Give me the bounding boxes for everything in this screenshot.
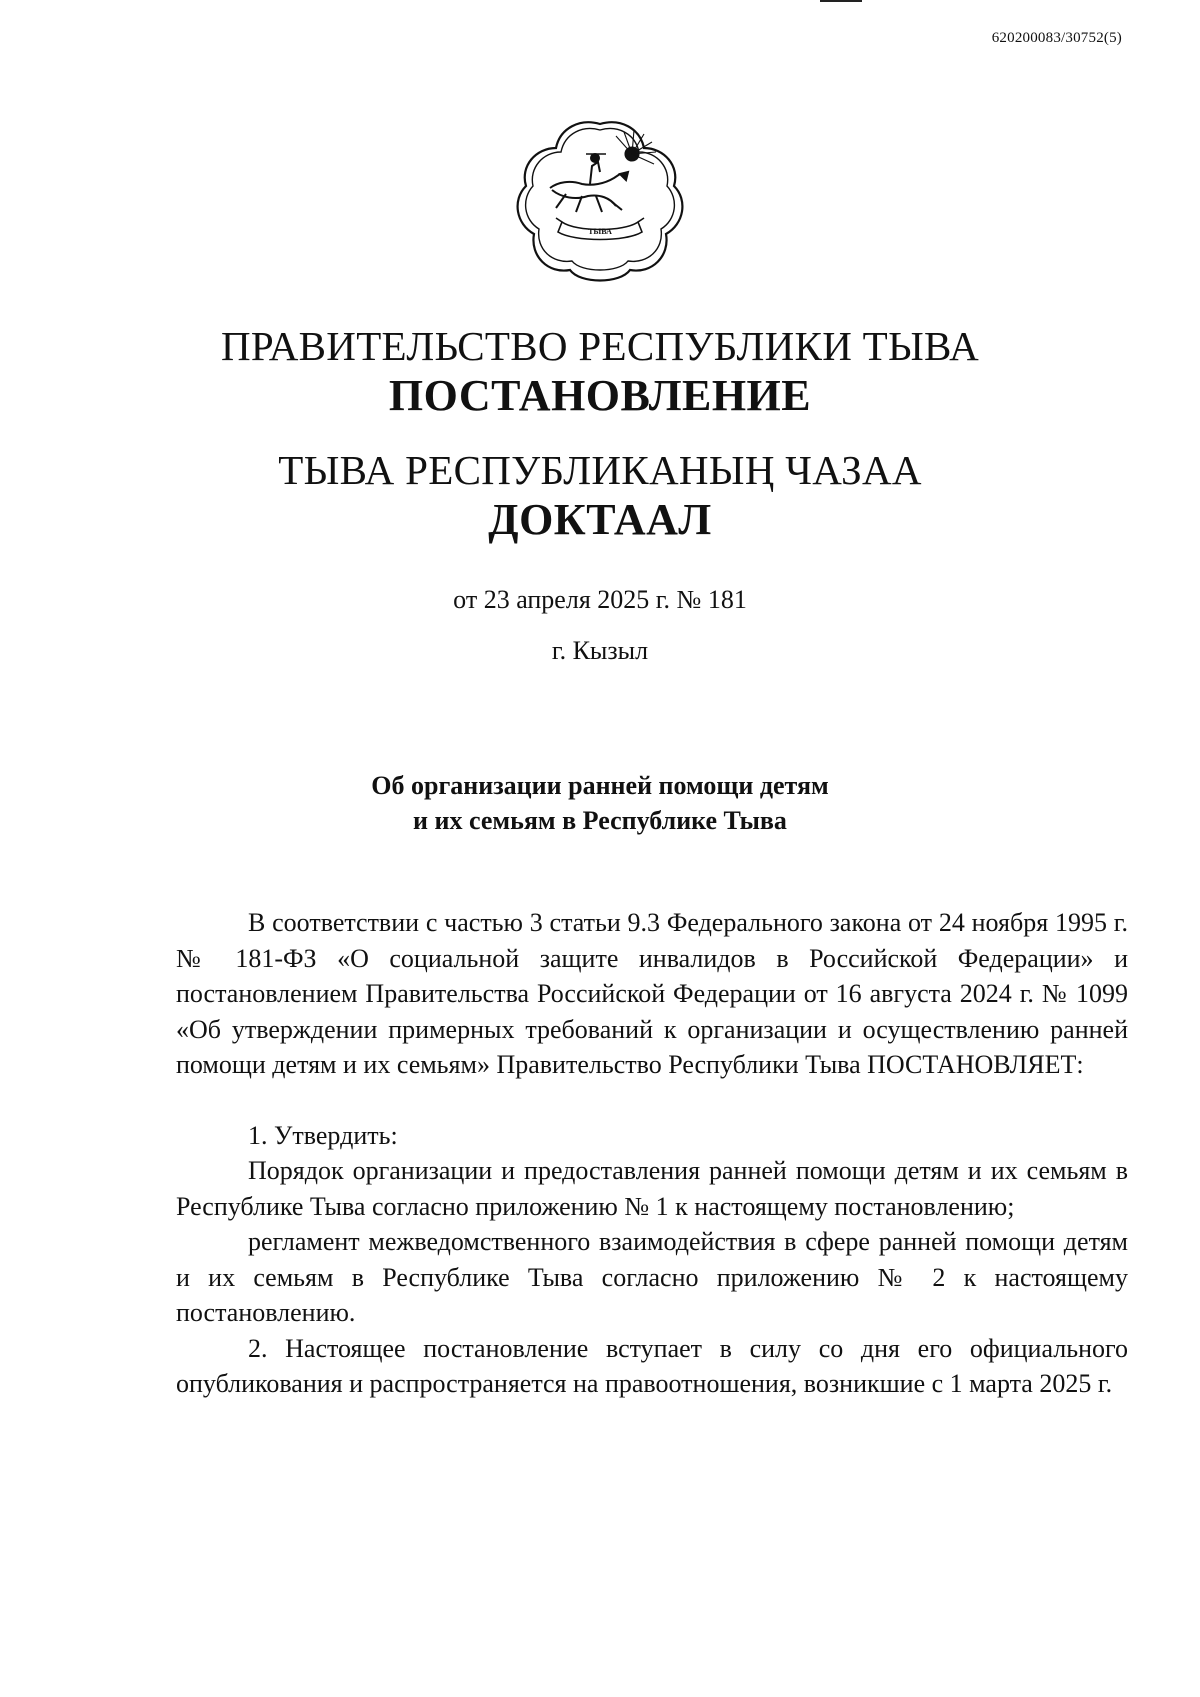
decree-subject <box>0 768 1200 838</box>
item-1-procedure-paragraph: Порядок организации и предоставления ранней помощи детям и их семьям в Республике Тыва согласно приложению № 1 к настоящему постановлению; <box>176 1156 1128 1221</box>
decree-body <box>176 905 1128 1402</box>
government-name-tuvan: ТЫВА РЕСПУБЛИКАНЫҢ ЧАЗАА <box>278 447 922 493</box>
government-name-russian: ПРАВИТЕЛЬСТВО РЕСПУБЛИКИ ТЫВА <box>220 323 980 369</box>
subject-line-2: и их семьям в Республике Тыва <box>413 806 787 835</box>
decree-title-tuvan: ДОКТААЛ <box>488 495 712 544</box>
decree-date-number: от 23 апреля 2025 г. № 181 <box>453 585 747 614</box>
item-1-title: 1. Утвердить: <box>248 1120 398 1150</box>
svg-text:ТЫВА: ТЫВА <box>588 227 612 236</box>
decree-city: г. Кызыл <box>551 636 649 665</box>
subject-line-1: Об организации ранней помощи детям <box>371 771 829 800</box>
item-1-regulation-paragraph: регламент межведомственного взаимодействия в сфере ранней помощи детям и их семьям в Республике Тыва согласно приложению № 2 к настоящему постановлению. <box>176 1227 1128 1327</box>
document-registration-number: 620200083/30752(5) <box>991 30 1122 46</box>
decree-title-russian: ПОСТАНОВЛЕНИЕ <box>388 371 812 420</box>
item-2-paragraph: 2. Настоящее постановление вступает в силу со дня его официального опубликования и распространяется на правоотношения, возникшие с 1 марта 2025 г. <box>176 1333 1128 1398</box>
coat-of-arms-emblem <box>516 114 684 282</box>
preamble-paragraph: В соответствии с частью 3 статьи 9.3 Федерального закона от 24 ноября 1995 г. № 181-ФЗ «О социальной защите инвалидов в Российской Федерации» и постановлением Правительства Российской Федерации от 16 августа 2024 г. № 1099 «Об утверждении примерных требований к организации и осуществлению ранней помощи детям и их семьям» Правительство Республики Тыва ПОСТАНОВЛЯЕТ: <box>176 908 1128 1079</box>
scan-mark <box>820 0 862 2</box>
